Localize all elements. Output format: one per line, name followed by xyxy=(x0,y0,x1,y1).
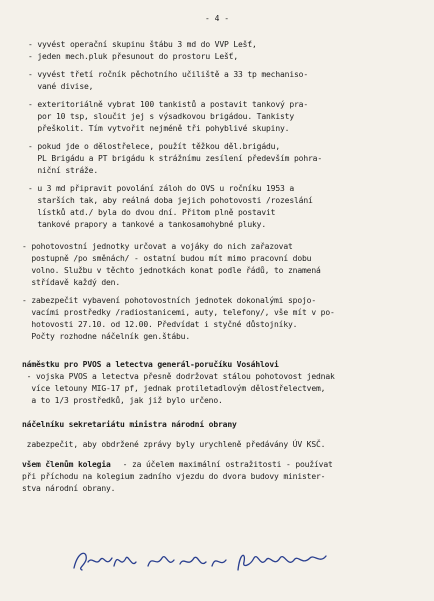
text-line: hotovosti 27.10. od 12.00. Předvídat i styčné důstojníky. xyxy=(22,320,298,329)
text-line: a to 1/3 prostředků, jak již bylo určeno. xyxy=(22,396,223,405)
text-line: - vyvést třetí ročník pěchotního učiliště a 33 tp mechaniso- xyxy=(28,70,308,79)
text-line: - vojska PVOS a letectva přesně dodržovat stálou pohotovost jednak xyxy=(22,372,335,381)
text-line: - vyvést operační skupinu štábu 3 md do VVP Lešť, xyxy=(28,40,257,49)
text-line: postupně /po směnách/ - ostatní budou mít mimo pracovní dobu xyxy=(22,254,312,263)
text-line: - u 3 md připravit povolání záloh do OVS u ročníku 1953 a xyxy=(28,184,294,193)
text-line: - zabezpečit vybavení pohotovostních jednotek dokonalými spojo- xyxy=(22,296,316,305)
heading-pvos: náměstku pro PVOS a letectva generál-poručíku Vosáhlovi xyxy=(22,360,279,369)
heading-collegium: všem členům kolegia xyxy=(22,460,111,469)
text-line: - pohotovostní jednotky určovat a vojáky do nich zařazovat xyxy=(22,242,293,251)
page-number: - 4 - xyxy=(204,14,230,23)
text-line: - pokud jde o dělostřelece, použít těžkou děl.brigádu, xyxy=(28,142,280,151)
text-line: vané divise, xyxy=(28,82,94,91)
text-line: PL Brigádu a PT brigádu k strážnímu zesílení především pohra- xyxy=(28,154,322,163)
text-line: starších tak, aby reálná doba jejich pohotovosti /rozeslání xyxy=(28,196,313,205)
text-line: niční stráže. xyxy=(28,166,98,175)
text-line: zabezpečit, aby obdržené zprávy byly urychleně předávány ÚV KSČ. xyxy=(22,440,326,449)
text-line: vacími prostředky /radiostanicemi, auty, telefony/, vše mít v po- xyxy=(22,308,335,317)
handwritten-note xyxy=(70,546,340,576)
text-line: lístků atd./ byla do dvou dní. Přitom plně postavit xyxy=(28,208,276,217)
text-line: při příchodu na kolegium zadního vjezdu do dvora budovy minister- xyxy=(22,472,326,481)
text-line: tankové prapory a tankové a tankosamohybné pluky. xyxy=(28,220,266,229)
text-line: - za účelem maximální ostražitosti - používat xyxy=(118,460,333,469)
text-line: stva národní obrany. xyxy=(22,484,116,493)
text-line: více letouny MIG-17 pf, jednak protiletadlovým dělostřelectvem, xyxy=(22,384,326,393)
text-line: střídavě každý den. xyxy=(22,278,120,287)
heading-secretariat: náčelníku sekretariátu ministra národní obrany xyxy=(22,420,237,429)
text-line: Počty rozhodne náčelník gen.štábu. xyxy=(22,332,190,341)
text-line: - exteritoriálně vybrat 100 tankistů a postavit tankový pra- xyxy=(28,100,308,109)
text-line: volno. Službu v těchto jednotkách konat podle řádů, to znamená xyxy=(22,266,321,275)
text-line: - jeden mech.pluk přesunout do prostoru Lešť, xyxy=(28,52,238,61)
text-line: přeškolit. Tím vytvořit nejméně tři pohyblivé skupiny. xyxy=(28,124,290,133)
text-line: por 10 tsp, sloučit jej s výsadkovou brigádou. Tankisty xyxy=(28,112,294,121)
